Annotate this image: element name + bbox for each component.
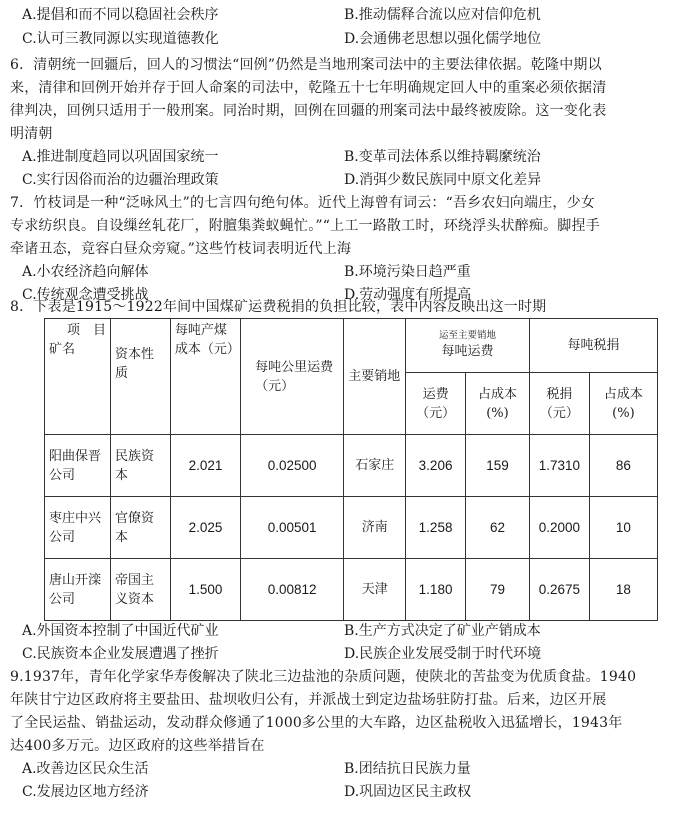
q5-option-c: C.认可三教同源以实现道德教化 [22,31,219,47]
q5-option-a: A.提倡和而不同以稳固社会秩序 [22,7,219,23]
header-freight-per-km: 每吨公里运费（元） [241,319,344,435]
cell-fee: 1.180 [406,559,466,621]
cell-tax: 0.2675 [529,559,589,621]
cell-cost: 2.021 [170,435,240,497]
q7-option-c: C.传统观念遭受挑战 [22,287,149,303]
header-fee: 运费（元） [406,373,466,435]
header-shipping-label: 每吨运费 [441,344,494,359]
cell-fee-pct: 79 [466,559,530,621]
cell-market: 济南 [344,497,406,559]
header-shipping [406,319,530,373]
header-fee-pct: 占成本(%) [466,373,530,435]
cell-per-km: 0.02500 [241,435,344,497]
q9-option-b: B.团结抗日民族力量 [344,761,471,777]
cell-per-km: 0.00501 [241,497,344,559]
q9-option-c: C.发展边区地方经济 [22,784,149,800]
q9-line: 了全民运盐、销盐运动，发动群众修通了1000多公里的大车路，边区盐税收入迅猛增长，1943年 [10,715,623,731]
cell-fee-pct: 62 [466,497,530,559]
header-market: 主要销地 [344,319,406,435]
q8-option-c: C.民族资本企业发展遭遇了挫折 [22,646,219,662]
cell-tax-pct: 86 [589,435,657,497]
q6-option-b: B.变革司法体系以维持羁縻统治 [344,149,541,165]
q9-line: 达400多万元。边区政府的这些举措旨在 [10,738,265,754]
q5-option-d: D.会通佛老思想以强化儒学地位 [344,31,542,47]
header-mine: 矿名 [49,342,76,357]
cell-mine: 唐山开滦公司 [45,559,111,621]
table-row [45,497,658,559]
q9-line: 9.1937年，青年化学家华寿俊解决了陕北三边盐池的杂质问题，使陕北的苦盐变为优质食盐。1940 [10,669,637,685]
cell-fee: 1.258 [406,497,466,559]
cell-cost: 2.025 [170,497,240,559]
coal-cost-table [44,318,658,621]
q6-line: 6．清朝统一回疆后，回人的习惯法“回例”仍然是当地刑案司法中的主要法律依据。乾隆中期以 [10,57,602,73]
header-item: 项 目 [67,323,107,338]
q6-option-d: D.消弭少数民族同中原文化差异 [344,172,542,188]
q9-line: 年陕甘宁边区政府将主要盐田、盐坝收归公有，并派战士到定边盐场驻防打盐。后来，边区开展 [10,692,607,708]
table-row [45,559,658,621]
q7-option-d: D.劳动强度有所提高 [344,287,472,303]
q6-option-a: A.推进制度趋同以巩固国家统一 [22,149,219,165]
q8-option-a: A.外国资本控制了中国近代矿业 [22,623,219,639]
q7-line: 专求纺织良。自设缫丝轧花厂，附膻集粪蚁蝇忙。”“上工一路散工时，环绕浮头状醉痴。脚捏手 [10,218,600,234]
cell-fee-pct: 159 [466,435,530,497]
cell-mine: 枣庄中兴公司 [45,497,111,559]
cell-tax-pct: 18 [589,559,657,621]
cell-market: 石家庄 [344,435,406,497]
q8-stem: 8．下表是1915～1922年间中国煤矿运费税捐的负担比较，表中内容反映出这一时期 [10,299,547,315]
q6-line: 明清朝 [10,126,53,142]
cell-capital: 官僚资本 [111,497,171,559]
cell-capital: 民族资本 [111,435,171,497]
header-tax: 每吨税捐 [529,319,657,373]
q8-option-d: D.民族企业发展受制于时代环境 [344,646,542,662]
cell-fee: 3.206 [406,435,466,497]
q7-option-a: A.小农经济趋向解体 [22,264,149,280]
cell-cost: 1.500 [170,559,240,621]
q7-option-b: B.环境污染日趋严重 [344,264,471,280]
cell-tax: 1.7310 [529,435,589,497]
header-tax-value: 税捐（元） [529,373,589,435]
q5-option-b: B.推动儒释合流以应对信仰危机 [344,7,541,23]
q9-option-d: D.巩固边区民主政权 [344,784,472,800]
q8-option-b: B.生产方式决定了矿业产销成本 [344,623,541,639]
cell-market: 天津 [344,559,406,621]
q9-option-a: A.改善边区民众生活 [22,761,149,777]
header-shipping-note: 运至主要销地 [439,330,497,341]
header-cost: 每吨产煤成本（元） [170,319,240,435]
q7-line: 牵诸丑态，竞容白昼众旁窥。”这些竹枝词表明近代上海 [10,241,352,257]
q6-line: 来，清律和回例开始并存于回人命案的司法中，乾隆五十七年明确规定回人中的重案必须依据清 [10,80,607,96]
q6-option-c: C.实行因俗而治的边疆治理政策 [22,172,219,188]
cell-capital: 帝国主义资本 [111,559,171,621]
q6-line: 律判决，回例只适用于一般刑案。同治时期，回例在回疆的刑案司法中最终被废除。这一变化表 [10,103,607,119]
cell-tax: 0.2000 [529,497,589,559]
header-capital: 资本性质 [111,319,171,435]
q7-line: 7．竹枝词是一种“泛咏风土”的七言四句绝句体。近代上海曾有词云：“吾乡农妇向端庄，少女 [10,195,595,211]
cell-mine: 阳曲保晋公司 [45,435,111,497]
table-row [45,435,658,497]
header-item-mine [45,319,111,435]
cell-tax-pct: 10 [589,497,657,559]
header-tax-pct: 占成本(%) [589,373,657,435]
cell-per-km: 0.00812 [241,559,344,621]
